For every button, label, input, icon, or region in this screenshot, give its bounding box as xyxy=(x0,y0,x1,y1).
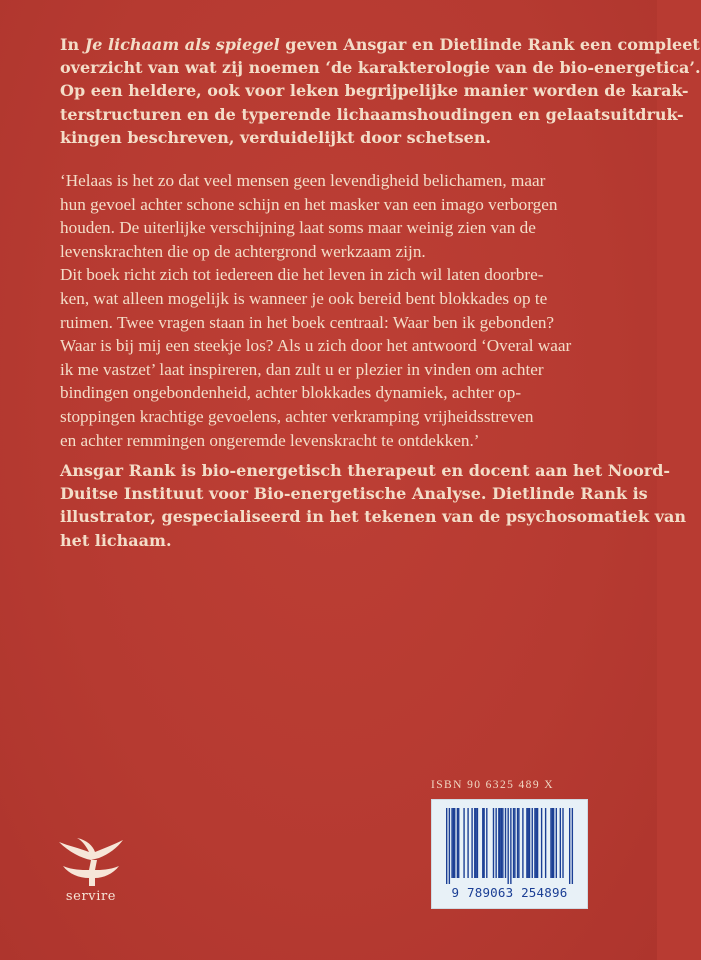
barcode-bar xyxy=(502,808,503,878)
barcode-bar xyxy=(529,808,530,878)
quote-line: hun gevoel achter schone schijn en het masker van een imago verborgen xyxy=(60,194,558,214)
intro-paragraph xyxy=(60,33,701,149)
quote-line: ruimen. Twee vragen staan in het boek centraal: Waar ben ik gebonden? xyxy=(60,312,555,332)
barcode-bar xyxy=(536,808,537,878)
barcode-bar xyxy=(453,808,454,878)
barcode-bar xyxy=(449,808,450,884)
quote-line: Dit boek richt zich tot iedereen die het leven in zich wil laten doorbre- xyxy=(60,265,544,285)
authors-line: het lichaam. xyxy=(60,530,172,550)
barcode-bar xyxy=(477,808,478,878)
barcode-bar xyxy=(528,808,529,878)
barcode-bar xyxy=(537,808,538,878)
quote-line: stoppingen krachtige gevoelens, achter verkramping vrijheidsstreven xyxy=(60,406,534,426)
quote-line: Waar is bij mij een steekje los? Als u zich door het antwoord ‘Overal waar xyxy=(60,336,572,356)
barcode-bar xyxy=(562,808,563,878)
barcode-bar xyxy=(486,808,487,878)
barcode-bar xyxy=(526,808,527,878)
barcode-bar xyxy=(507,808,508,884)
barcode-bar xyxy=(553,808,554,878)
barcode-bar xyxy=(482,808,483,878)
quote-line: ken, wat alleen mogelijk is wanneer je ook bereid bent blokkades op te xyxy=(60,288,548,308)
barcode-bar xyxy=(467,808,468,878)
barcode-bar xyxy=(501,808,502,878)
barcode-bar xyxy=(493,808,494,878)
quote-line: bindingen ongebondenheid, achter blokkades dynamiek, achter op- xyxy=(60,383,522,403)
barcode-bar xyxy=(534,808,535,878)
authors-line: illustrator, gespecialiseerd in het tekenen van de psychosomatiek van xyxy=(60,507,686,527)
intro-line: terstructuren en de typerende lichaamshoudingen en gelaatsuitdruk- xyxy=(60,104,684,124)
barcode-bar xyxy=(556,808,557,878)
barcode-bar xyxy=(513,808,514,878)
barcode-bar xyxy=(541,808,542,878)
intro-line-rest: geven Ansgar en Dietlinde Rank een compleet xyxy=(279,35,700,54)
barcode-bar xyxy=(463,808,464,878)
authors-line: Ansgar Rank is bio-energetisch therapeut en docent aan het Noord- xyxy=(60,461,671,480)
authors-paragraph xyxy=(60,459,686,552)
intro-line: kingen beschreven, verduidelijkt door schetsen. xyxy=(60,127,492,147)
isbn-label: ISBN 90 6325 489 X xyxy=(431,779,554,791)
intro-line: overzicht van wat zij noemen ‘de karakterologie van de bio-energetica’. xyxy=(60,58,701,78)
barcode-bar xyxy=(560,808,561,878)
barcode-bar xyxy=(545,808,546,878)
quote-line: en achter remmingen ongeremde levenskracht te ontdekken.’ xyxy=(60,430,480,450)
barcode-bar xyxy=(550,808,551,878)
quote-line: ‘Helaas is het zo dat veel mensen geen levendigheid belichamen, maar xyxy=(60,171,546,190)
barcode-bar xyxy=(458,808,459,878)
barcode-bar xyxy=(572,808,573,884)
quote-line: levenskrachten die op de achtergrond werkzaam zijn. xyxy=(60,241,426,261)
barcode-bar xyxy=(518,808,519,878)
barcode-bar xyxy=(514,808,515,878)
servire-logo-icon xyxy=(55,836,127,888)
barcode-bar xyxy=(475,808,476,878)
barcode-bar xyxy=(532,808,533,878)
barcode-bar xyxy=(457,808,458,878)
intro-line xyxy=(60,33,700,56)
barcode-bar xyxy=(483,808,484,878)
barcode-digits: 9 789063 254896 xyxy=(451,885,568,900)
barcode-bar xyxy=(446,808,447,884)
barcode-bar xyxy=(510,808,511,884)
barcode-bar xyxy=(474,808,475,878)
barcode-bar xyxy=(471,808,472,878)
authors-line: Duitse Instituut voor Bio-energetische Analyse. Dietlinde Rank is xyxy=(60,484,648,504)
barcode-bar xyxy=(454,808,455,878)
barcode-bar xyxy=(517,808,518,878)
barcode-bar xyxy=(522,808,523,878)
barcode-bar xyxy=(451,808,452,878)
quote-paragraph xyxy=(60,169,620,452)
barcode-bar xyxy=(569,808,570,884)
barcode-bar xyxy=(552,808,553,878)
barcode-bar xyxy=(495,808,496,878)
quote-line: ik me vastzet’ laat inspireren, dan zult u er plezier in vinden om achter xyxy=(60,359,544,379)
quote-line: houden. De uiterlijke verschijning laat soms maar weinig zien van de xyxy=(60,218,536,238)
intro-lead: In xyxy=(60,35,85,54)
barcode-bars xyxy=(446,808,573,884)
barcode xyxy=(431,799,588,909)
book-title: Je lichaam als spiegel xyxy=(84,35,280,54)
barcode-bar xyxy=(505,808,506,878)
publisher-name: servire xyxy=(65,889,117,904)
intro-line: Op een heldere, ook voor leken begrijpelijke manier worden de karak- xyxy=(60,81,689,101)
barcode-bar xyxy=(498,808,499,878)
barcode-bar xyxy=(499,808,500,878)
